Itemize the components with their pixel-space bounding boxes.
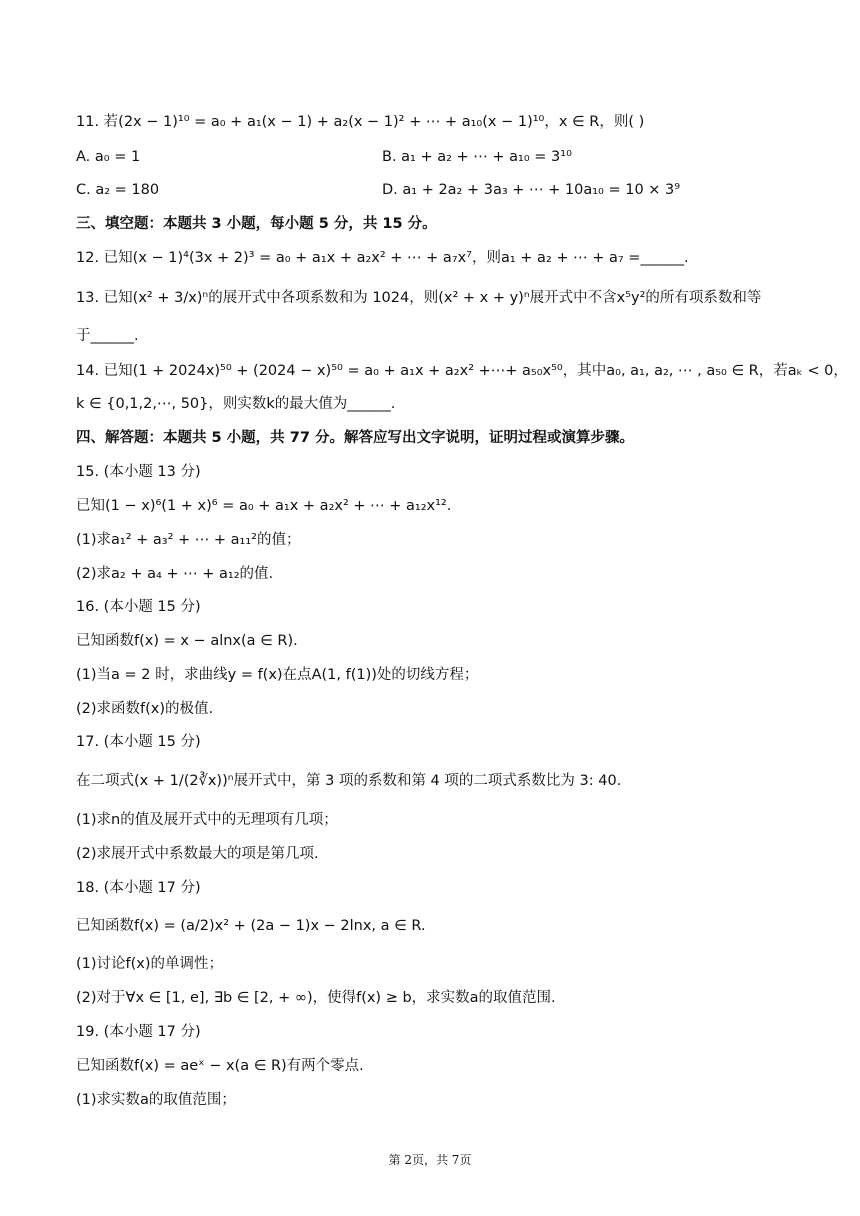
q17-stem: 在二项式(x + 1/(2∛x))ⁿ展开式中，第 3 项的系数和第 4 项的二项式系数比为 3: 40. [76, 773, 622, 789]
q16-header: 16. (本小题 15 分) [76, 599, 201, 615]
q15-part-2: (2)求a₂ + a₄ + ⋯ + a₁₂的值. [76, 566, 274, 582]
q13-line-1: 13. 已知(x² + 3/x)ⁿ的展开式中各项系数和为 1024，则(x² + x + y)ⁿ展开式中不含x⁵y²的所有项系数和等 [76, 290, 762, 306]
q18-stem: 已知函数f(x) = (a/2)x² + (2a − 1)x − 2lnx, a ∈ R. [76, 918, 426, 934]
q17-part-2: (2)求展开式中系数最大的项是第几项. [76, 846, 319, 862]
page-footer: 第 2页，共 7页 [388, 1153, 472, 1167]
q17-part-1: (1)求n的值及展开式中的无理项有几项； [76, 812, 338, 828]
q15-stem: 已知(1 − x)⁶(1 + x)⁶ = a₀ + a₁x + a₂x² + ⋯ + a₁₂x¹². [76, 498, 452, 514]
q14-line-1: 14. 已知(1 + 2024x)⁵⁰ + (2024 − x)⁵⁰ = a₀ + a₁x + a₂x² +⋯+ a₅₀x⁵⁰，其中a₀, a₁, a₂, ⋯ , a₅₀ ∈ R，若aₖ < 0， [76, 363, 848, 379]
q16-part-1: (1)当a = 2 时，求曲线y = f(x)在点A(1, f(1))处的切线方程； [76, 667, 479, 683]
q13-line-2: 于______. [76, 328, 139, 344]
q19-stem: 已知函数f(x) = aeˣ − x(a ∈ R)有两个零点. [76, 1058, 364, 1074]
q18-part-2: (2)对于∀x ∈ [1, e], ∃b ∈ [2, + ∞)，使得f(x) ≥ b，求实数a的取值范围. [76, 990, 556, 1006]
q16-stem: 已知函数f(x) = x − alnx(a ∈ R). [76, 633, 298, 649]
q15-part-1: (1)求a₁² + a₃² + ⋯ + a₁₁²的值； [76, 532, 301, 548]
q16-part-2: (2)求函数f(x)的极值. [76, 701, 214, 717]
q14-line-2: k ∈ {0,1,2,⋯, 50}，则实数k的最大值为______. [76, 396, 396, 412]
q19-part-1: (1)求实数a的取值范围； [76, 1092, 236, 1108]
q18-part-1: (1)讨论f(x)的单调性； [76, 956, 224, 972]
q11-option-b: B. a₁ + a₂ + ⋯ + a₁₀ = 3¹⁰ [382, 149, 572, 165]
q12: 12. 已知(x − 1)⁴(3x + 2)³ = a₀ + a₁x + a₂x² + ⋯ + a₇x⁷，则a₁ + a₂ + ⋯ + a₇ =______. [76, 250, 689, 266]
q11-option-d: D. a₁ + 2a₂ + 3a₃ + ⋯ + 10a₁₀ = 10 × 3⁹ [382, 182, 681, 198]
section-4-heading: 四、解答题：本题共 5 小题，共 77 分。解答应写出文字说明，证明过程或演算步骤。 [76, 430, 634, 446]
q17-header: 17. (本小题 15 分) [76, 734, 201, 750]
section-3-heading: 三、填空题：本题共 3 小题，每小题 5 分，共 15 分。 [76, 216, 437, 232]
q18-header: 18. (本小题 17 分) [76, 880, 201, 896]
q15-header: 15. (本小题 13 分) [76, 464, 201, 480]
q11-option-a: A. a₀ = 1 [76, 149, 141, 165]
q11-option-c: C. a₂ = 180 [76, 182, 160, 198]
q11-stem: 11. 若(2x − 1)¹⁰ = a₀ + a₁(x − 1) + a₂(x − 1)² + ⋯ + a₁₀(x − 1)¹⁰，x ∈ R，则( ) [76, 114, 645, 130]
q19-header: 19. (本小题 17 分) [76, 1024, 201, 1040]
